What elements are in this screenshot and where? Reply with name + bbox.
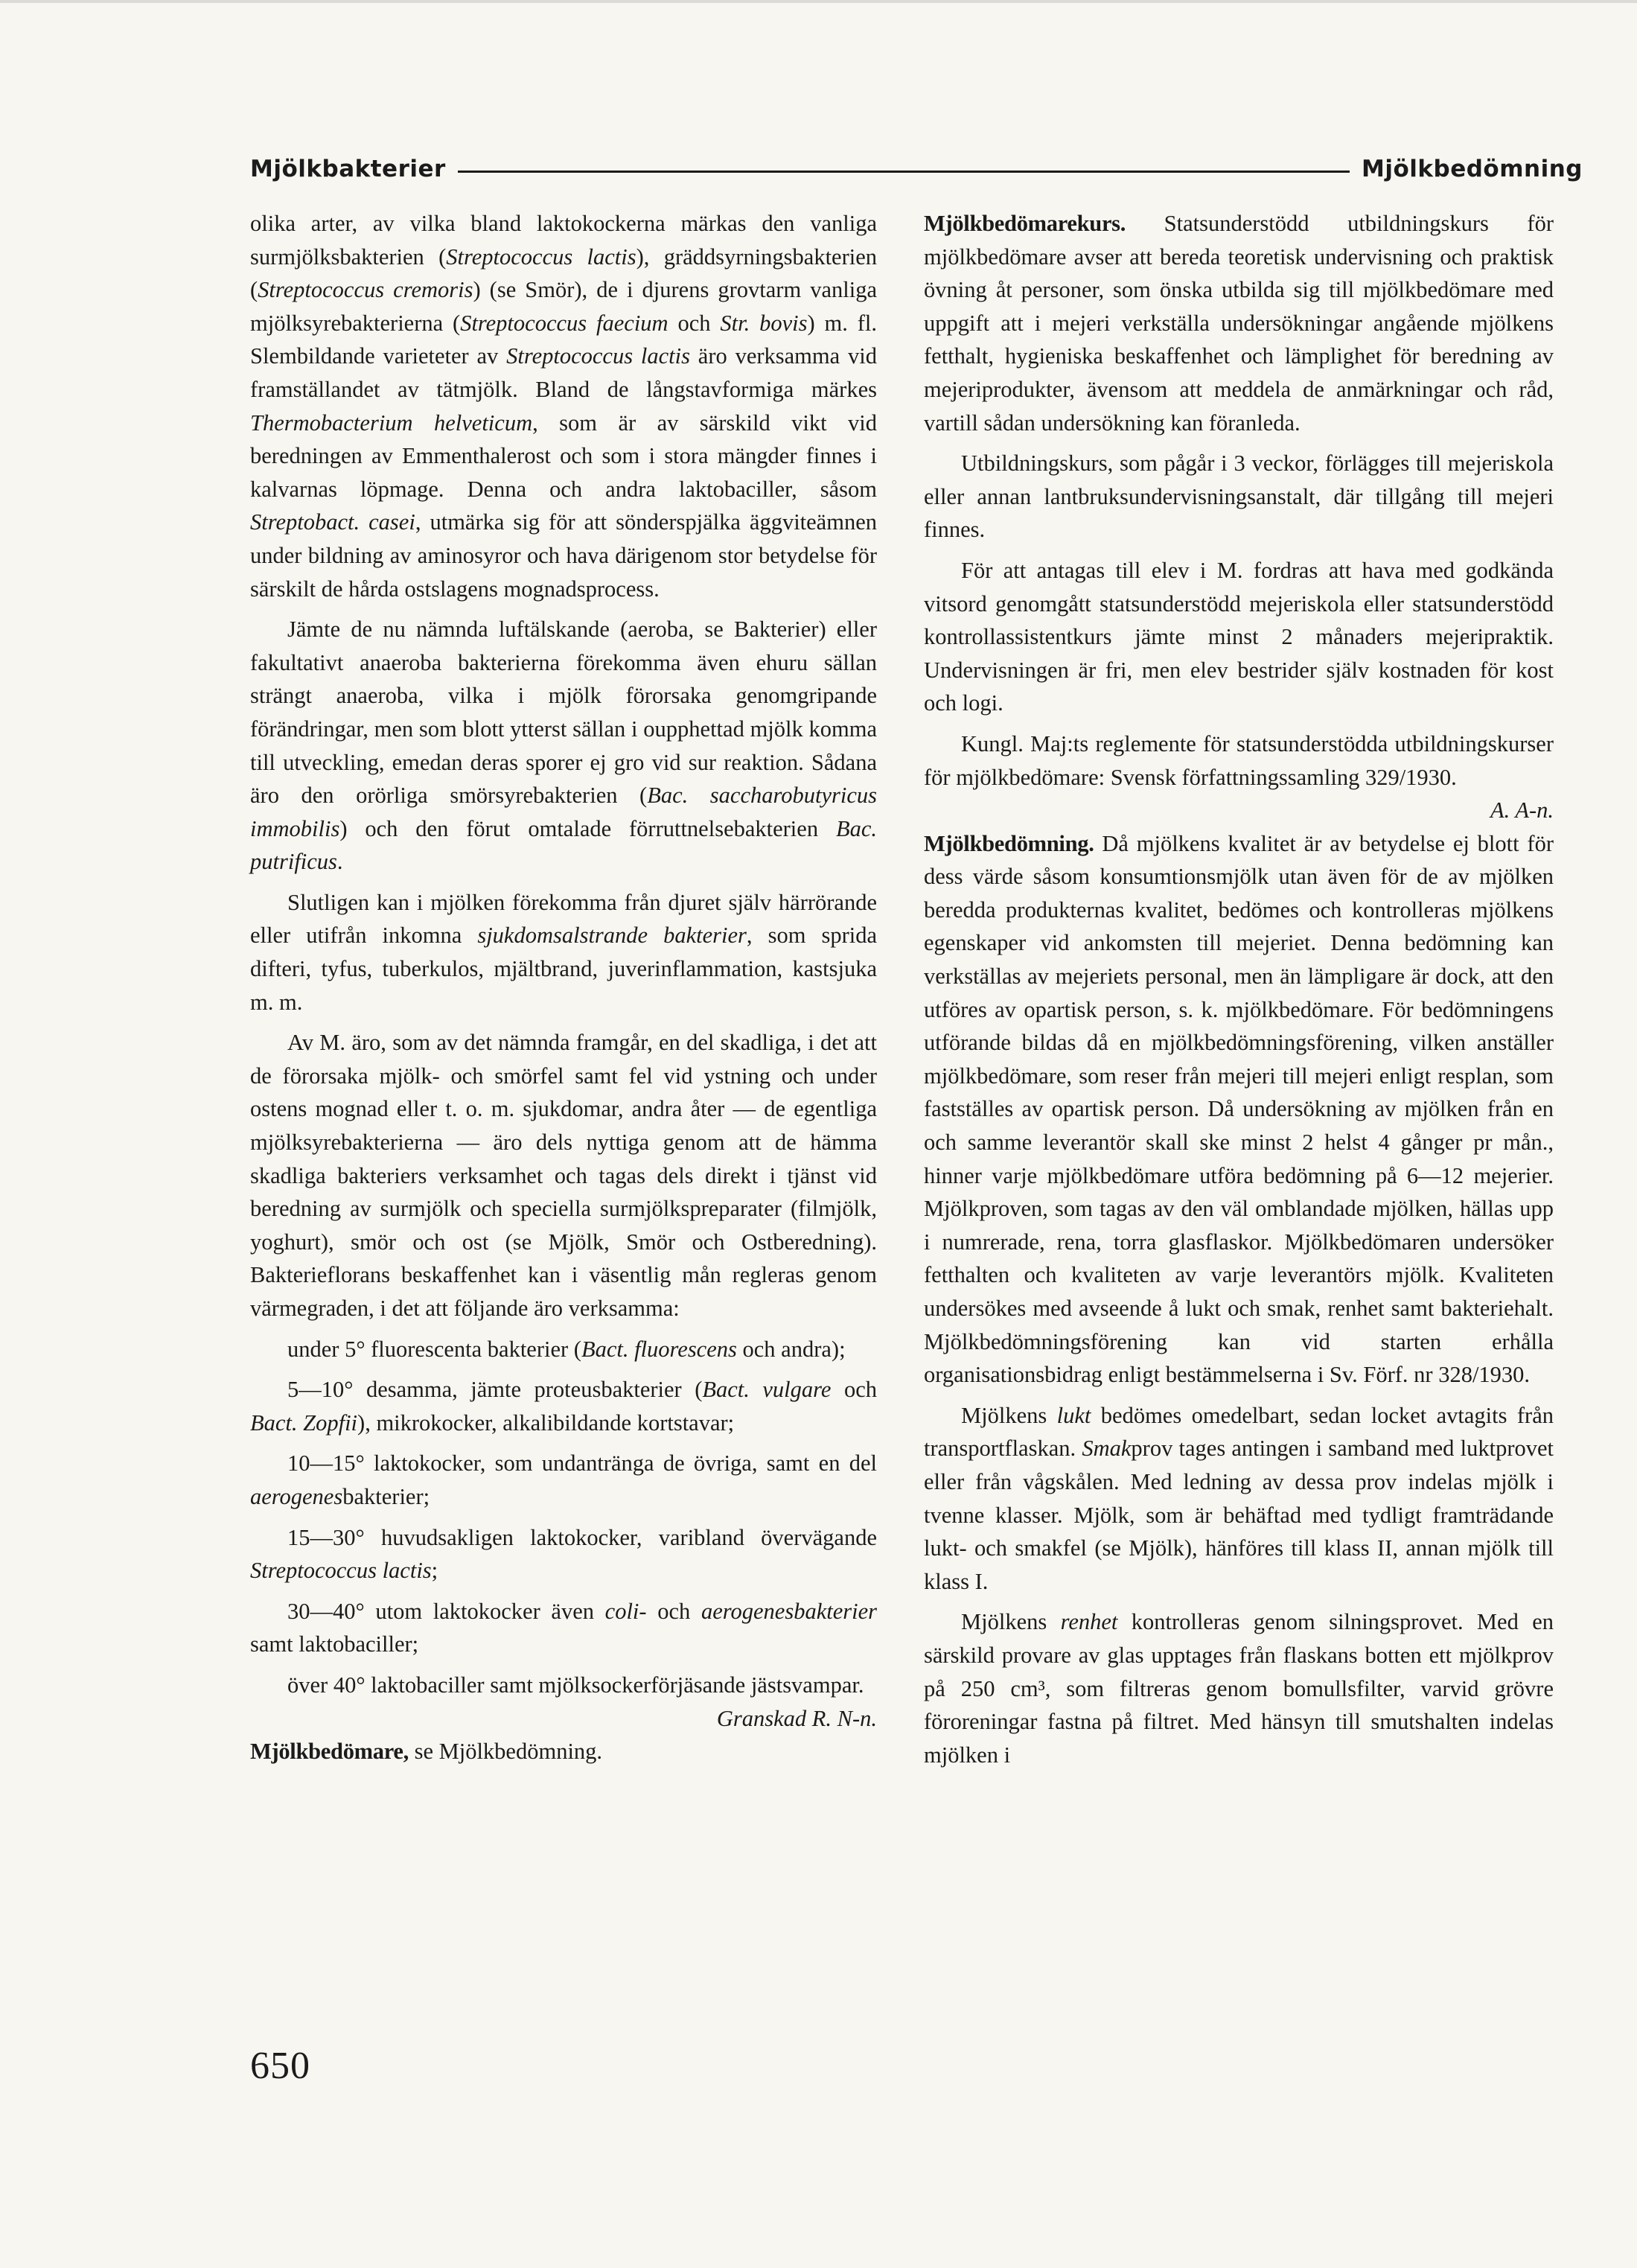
running-head-right: Mjölkbedömning: [1362, 156, 1583, 182]
text: ) m. fl. Slembildande varieteter av: [250, 310, 878, 369]
paragraph: [250, 613, 877, 879]
text: 30—40° utom laktokocker även: [287, 1598, 605, 1624]
text: , utmärka sig för att sönderspjälka äggviteämnen under bildning av aminosyror och hava därigenom stor betydelse för särskilt de hårda ostslagens mognadsprocess.: [250, 509, 877, 602]
paragraph: [250, 207, 877, 605]
temperature-range-item: [250, 1447, 877, 1513]
text: över 40° laktobaciller samt mjölksockerförjäsande jästsvampar.: [287, 1672, 864, 1698]
text: Slutligen kan i mjölken förekomma från djuret själv härrörande eller utifrån inkomna: [250, 889, 877, 949]
italic-term: Str. bovis: [720, 310, 808, 336]
italic-term: Bac. saccharobutyricus immobilis: [250, 783, 877, 841]
cross-reference-entry: [250, 1735, 877, 1768]
paragraph: [924, 1605, 1554, 1771]
text: bakterier;: [342, 1483, 430, 1509]
italic-term: Bact. fluorescens: [581, 1336, 737, 1362]
text: Utbildningskurs, som pågår i 3 veckor, förlägges till mejeriskola eller annan lantbruksundervisningsanstalt, där tillgång till mejeri finnes.: [924, 450, 1554, 543]
italic-term: aerogenesbakterier: [701, 1598, 877, 1624]
text: .: [336, 849, 343, 875]
text: , som sprida difteri, tyfus, tuberkulos, mjältbrand, juverinflammation, kastsjuka m. m.: [250, 923, 877, 1015]
text: ), mikrokocker, alkalibildande kortstavar;: [357, 1409, 735, 1436]
running-head: [250, 150, 1583, 188]
entry-headword: Mjölkbedömarekurs.: [924, 211, 1126, 236]
text: kontrolleras genom silningsprovet. Med en särskild provare av glas upptages från flaskans botten ett mjölkprov på 250 cm³, som filtreras genom bomullsfilter, varvid grövre föroreningar fastna på filtret. Med hänsyn till smutshalten indelas mjölken i: [924, 1609, 1554, 1768]
italic-term: Streptobact. casei: [250, 509, 415, 535]
italic-term: Smak: [1082, 1436, 1132, 1462]
temperature-range-item: [250, 1669, 877, 1731]
italic-term: Thermobacterium helveticum: [250, 410, 533, 436]
encyclopedia-entry: [924, 207, 1554, 439]
text: Mjölkens: [961, 1609, 1061, 1635]
paragraph: [924, 447, 1554, 547]
author-signature: Granskad R. N-n.: [716, 1705, 877, 1731]
paragraph: [250, 886, 877, 1019]
text: prov tages antingen i samband med luktprovet eller från vågskålen. Med ledning av dessa prov indelas mjölk i tvenne klasser. Mjölk, som är behäftad med tydligt framträdande lukt- och smakfel (se Mjölk), hänföres till klass II, annan mjölk till klass I.: [924, 1436, 1554, 1594]
left-column: [250, 207, 877, 1776]
text: För att antagas till elev i M. fordras att hava med godkända vitsord genomgått statsunderstödd mejeriskola eller statsunderstödd kontrollassistentkurs jämte minst 2 månaders mejeripraktik. Undervisningen är fri, men elev bestrider själv kostnaden för kost och logi.: [924, 557, 1554, 716]
text: 10—15° laktokocker, som undantränga de övriga, samt en del: [287, 1450, 877, 1477]
temperature-range-item: [250, 1595, 877, 1661]
text: ;: [431, 1558, 438, 1584]
text: , som är av särskild vikt vid beredningen av Emmenthalerost och som i stora mängder finnes i kalvarnas löpmage. Denna och andra laktobaciller, såsom: [250, 410, 877, 502]
text: ) (se Smör), de i djurens grovtarm vanliga mjölksyrebakterierna (: [250, 277, 877, 336]
page-number: 650: [250, 2045, 310, 2087]
text: Då mjölkens kvalitet är av betydelse ej blott för dess värde såsom konsumtionsmjölk utan även för de av mjölken beredda produkternas kvalitet, bedömes och kontrolleras mjölkens egenskaper vid ankomsten till mejeriet. Denna bedömning kan verkställas av mejeriets personal, men än lämpligare är dock, att den utföres av opartisk person, s. k. mjölkbedömare. För bedömningens utförande bildas då en mjölkbedömningsförening, vilken anställer mjölkbedömare, som reser från mejeri till mejeri enligt resplan, som fastställes av opartisk person. Då undersökning av mjölken från en och samme leverantör skall ske minst 2 helst 4 gånger pr mån., hinner varje mjölkbedömare utföra bedömning på 6—12 mejerier. Mjölkproven, som tagas av den väl omblandade mjölken, hällas upp i numrerade, rena, torra glasflaskor. Mjölkbedömaren undersöker fetthalten och kvaliteten av varje leverantörs mjölk. Kvaliteten undersökes med avseende å lukt och smak, renhet samt bakteriehalt. Mjölkbedömningsförening kan vid starten erhålla organisationsbidrag enligt bestämmelserna i Sv. Förf. nr 328/1930.: [924, 830, 1554, 1388]
paragraph: [924, 727, 1554, 824]
italic-term: coli-: [604, 1598, 647, 1624]
temperature-range-item: [250, 1373, 877, 1439]
italic-term: Streptococcus cremoris: [258, 277, 473, 303]
italic-term: Streptococcus faecium: [460, 310, 668, 336]
italic-term: Bac. putrificus: [250, 815, 877, 875]
page-edge: [0, 0, 1637, 3]
temperature-range-item: [250, 1333, 877, 1366]
text: Av M. äro, som av det nämnda framgår, en del skadliga, i det att de förorsaka mjölk- och smörfel samt fel vid ystning och under ostens mognad eller t. o. m. sjukdomar, andra åter — de egentliga mjölksyrebakterierna — äro dels nyttiga genom att de hämma skadliga bakteriers verksamhet och tagas dels direkt i tjänst vid beredning av surmjölk och speciella surmjölkspreparater (filmjölk, yoghurt), smör och ost (se Mjölk, Smör och Ostberedning). Bakterieflorans beskaffenhet kan i väsentlig mån regleras genom värmegraden, i det att följande äro verksamma:: [250, 1030, 877, 1321]
text: samt laktobaciller;: [250, 1631, 419, 1657]
italic-term: aerogenes: [250, 1483, 343, 1509]
italic-term: Streptococcus lactis: [506, 343, 690, 369]
italic-term: renhet: [1060, 1609, 1118, 1635]
italic-term: Streptococcus lactis: [250, 1558, 432, 1584]
text: 5—10° desamma, jämte proteusbakterier (: [287, 1377, 703, 1403]
text: och: [668, 310, 721, 336]
text: och: [646, 1598, 701, 1624]
paragraph: [924, 554, 1554, 720]
paragraph: [250, 1026, 877, 1325]
text: bedömes omedelbart, sedan locket avtagits från transportflaskan.: [924, 1402, 1554, 1462]
entry-headword: Mjölkbedömare,: [250, 1739, 409, 1765]
text: Kungl. Maj:ts reglemente för statsunderstödda utbildningskurser för mjölkbedömare: Svensk författningssamling 329/1930.: [924, 730, 1554, 790]
paragraph: [924, 1399, 1554, 1599]
text: ), gräddsyrningsbakterien (: [250, 243, 877, 303]
encyclopedia-entry: [924, 827, 1554, 1392]
temperature-range-item: [250, 1521, 877, 1587]
text: Mjölkens: [961, 1402, 1057, 1428]
italic-term: Bact. Zopfii: [250, 1409, 358, 1436]
text: se Mjölkbedömning.: [408, 1739, 603, 1765]
italic-term: Bact. vulgare: [702, 1377, 832, 1403]
text: ) och den förut omtalade förruttnelsebakterien: [339, 815, 836, 841]
text: Jämte de nu nämnda luftälskande (aeroba, se Bakterier) eller fakultativt anaeroba bakterierna förekomma även ehuru sällan strängt anaeroba, vilka i mjölk förorsaka genomgripande förändringar, men som blott ytterst sällan i oupphettad mjölk komma till utveckling, emedan deras sporer ej gro vid sur reaktion. Sådana äro den orörliga smörsyrebakterien (: [250, 617, 877, 809]
text: och andra);: [736, 1336, 846, 1362]
running-head-left: Mjölkbakterier: [250, 156, 446, 182]
text: olika arter, av vilka bland laktokockerna märkas den vanliga surmjölksbakterien (: [250, 211, 877, 270]
text: äro verksamma vid framställandet av tätmjölk. Bland de långstavformiga märkes: [250, 343, 877, 402]
text: Statsunderstödd utbildningskurs för mjölkbedömare avser att bereda teoretisk undervisning och praktisk övning åt personer, som önska utbilda sig till mjölkbedömare med uppgift att i mejeri verkställa undersökningar angående mjölkens fetthalt, hygieniska beskaffenhet och lämplighet för beredning av mejeriprodukter, ävensom att meddela de anmärkningar och råd, vartill sådan undersökning kan föranleda.: [924, 211, 1554, 436]
text: 15—30° huvudsakligen laktokocker, varibland övervägande: [287, 1524, 877, 1550]
italic-term: Streptococcus lactis: [446, 243, 636, 270]
header-rule: [458, 171, 1350, 173]
text: under 5° fluorescenta bakterier (: [287, 1336, 581, 1362]
right-column: [924, 207, 1554, 1779]
text: och: [831, 1377, 877, 1403]
author-signature: A. A-n.: [1490, 797, 1554, 824]
italic-term: sjukdomsalstrande bakterier: [477, 923, 747, 949]
italic-term: lukt: [1056, 1402, 1091, 1428]
entry-headword: Mjölkbedömning.: [924, 830, 1094, 856]
